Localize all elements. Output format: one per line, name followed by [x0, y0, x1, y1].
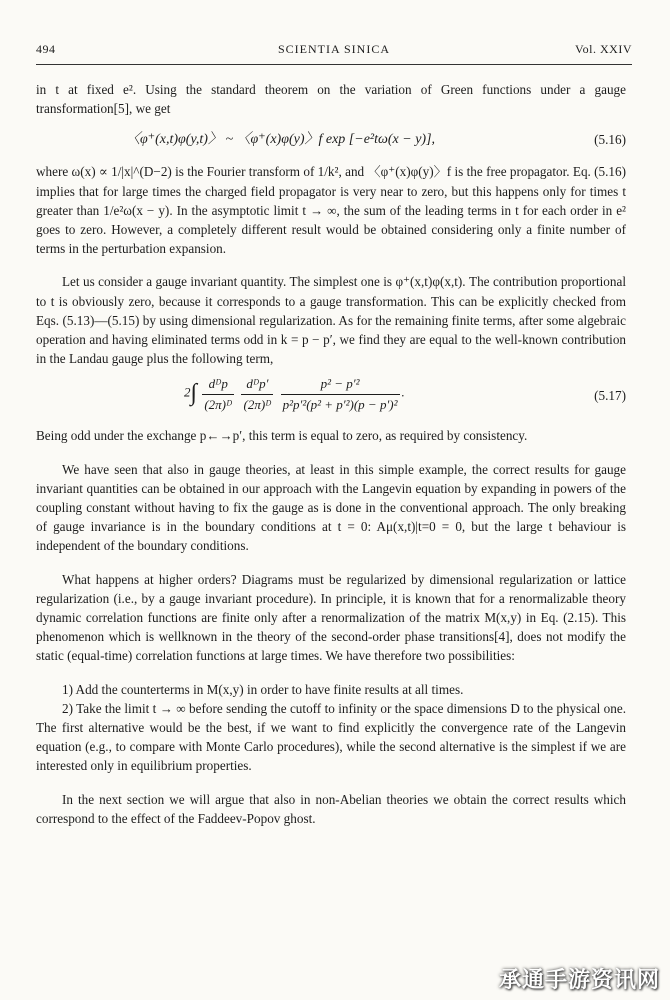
running-header — [36, 42, 632, 62]
list-item: 2) Take the limit t → ∞ before sending the cutoff to infinity or the space dimensions D to the physical one. The first alternative would be the best, if we want to find explicitly the convergence rate of the Langevin equation (e.g., to compare with Monte Carlo procedures), while the second alternative is the simplest if we are interested only in equilibrium properties. — [36, 700, 626, 774]
equation-number: (5.16) — [594, 132, 626, 148]
equation-5-17 — [36, 368, 626, 426]
equation-number: (5.17) — [594, 388, 626, 404]
paragraph: in t at fixed e². Using the standard theorem on the variation of Green functions under a gauge transformation[5], we get — [36, 82, 626, 117]
paragraph: Let us consider a gauge invariant quantity. The simplest one is φ⁺(x,t)φ(x,t). The contribution proportional to t is obviously zero, because it corresponds to a gauge transformation. This can be explicitly checked from Eqs. (5.13)—(5.15) by using dimensional regularization. As for the remaining finite terms, after some algebraic operation and having eliminated terms odd in k = p − p′, we find they are equal to the well-known contribution in the Landau gauge plus the following term, — [36, 274, 627, 367]
fraction: $\frac{\text{dᴰp′}}{\text{(2π)ᴰ}}$ — [243, 376, 272, 412]
page-number: 494 — [36, 42, 56, 56]
equation-5-16 — [36, 118, 626, 162]
fraction: $\frac{\text{dᴰp}}{\text{(2π)ᴰ}}$ — [204, 376, 233, 412]
equation-expression: 〈φ⁺(x,t)φ(y,t)〉 ~ 〈φ⁺(x)φ(y)〉f exp [−e²tω(x − y)], — [126, 132, 436, 148]
body-text — [36, 80, 626, 828]
list-item: 1) Add the counterterms in M(x,y) in order to have finite results at all times. — [62, 681, 464, 697]
paragraph: What happens at higher orders? Diagrams must be regularized by dimensional regularization or lattice regularization (i.e., by a gauge invariant procedure). In principle, it is known that for a renormalizable theory dynamic correlation functions are finite only after a renormalization of the matrix M(x,y) in Eq. (2.15). This phenomenon which is wellknown in the theory of the second-order phase transitions[4], does not modify the static (equal-time) correlation functions at large times. We have therefore two possibilities: — [36, 571, 627, 664]
paragraph: where ω(x) ∝ 1/|x|^(D−2) is the Fourier transform of 1/k², and 〈φ⁺(x)φ(y)〉f is the free propagator. Eq. (5.16) implies that for large times the charged field propagator is very near to zero, but this happens only for times t greater than 1/e²ω(x − y). In the asymptotic limit t → ∞, the sum of the leading terms in t for each order in e² goes to zero. However, a completely different result would be obtained considering only a finite number of terms in the perturbation expansion. — [36, 164, 627, 257]
fraction: $\frac{\text{p² − p′²}}{\text{p²p′²(p² + p′²)(p − p′)²}}$ — [282, 376, 398, 412]
paragraph: We have seen that also in gauge theories, at least in this simple example, the correct results for gauge invariant quantities can be obtained in our approach with the Langevin equation by expanding in powers of the coupling constant without having to fix the gauge as is done in the conventional approach. The only breaking of gauge invariance is in the boundary conditions at t = 0: Aμ(x,t)|t=0 = 0, but the large t behaviour is independent of the boundary conditions. — [36, 461, 627, 554]
paragraph: Being odd under the exchange p←→p′, this term is equal to zero, as required by consistency. — [36, 428, 528, 444]
watermark: 承通手游资讯网 — [498, 968, 660, 993]
equation-expression: 2∫ $\frac{\text{dᴰp}}{\text{(2π)ᴰ}}$ $\frac{\text{dᴰp′}}{\text{(2π)ᴰ}}$ $\frac{\text{p² − p′²}}{\text{p²p′²(p² + p′²)(p − p′)²}}$ . — [184, 374, 405, 413]
header-rule — [36, 64, 632, 65]
volume-label: Vol. XXIV — [575, 42, 632, 56]
journal-title: SCIENTIA SINICA — [277, 42, 390, 56]
paragraph: In the next section we will argue that also in non-Abelian theories we obtain the correct results which correspond to the effect of the Faddeev-Popov ghost. — [36, 791, 627, 826]
